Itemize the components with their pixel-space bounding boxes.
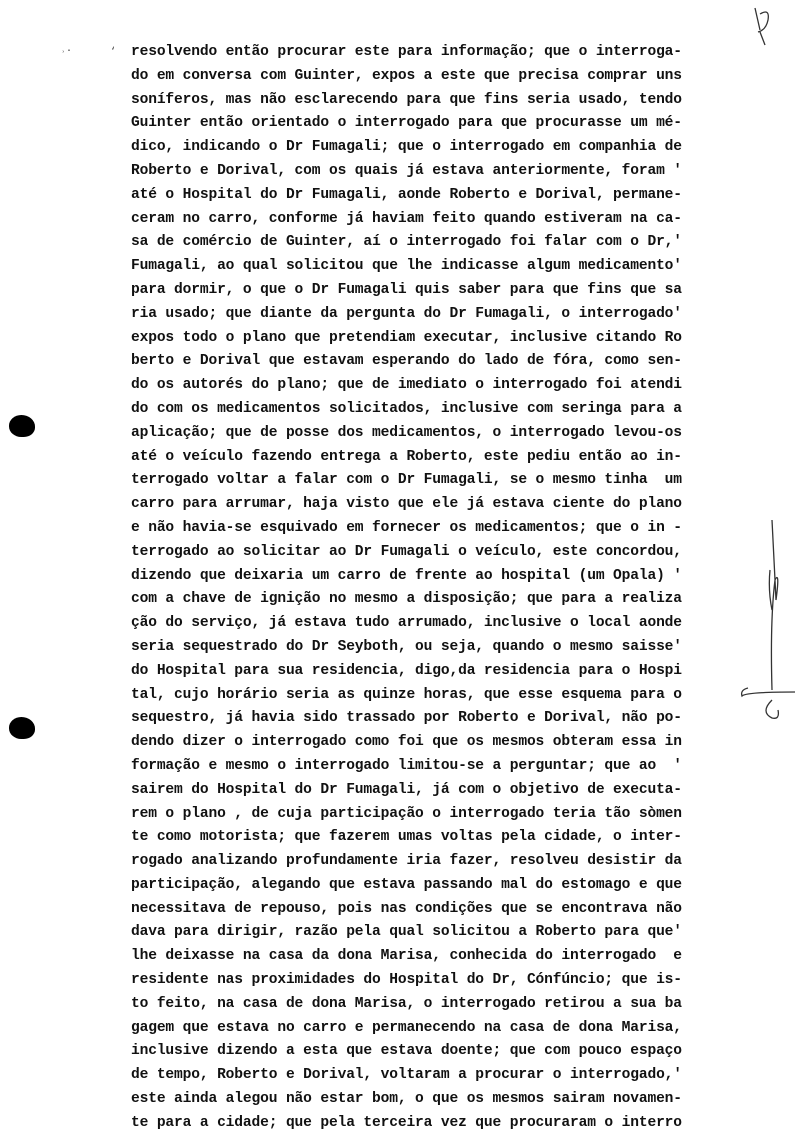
text-line: do em conversa com Guinter, expos a este que precisa comprar uns <box>131 67 682 84</box>
text-line: aplicação; que de posse dos medicamentos, o interrogado levou-os <box>131 424 682 441</box>
text-line: este ainda alegou não estar bom, o que os mesmos sairam novamen- <box>131 1091 682 1108</box>
text-line: do com os medicamentos solicitados, inclusive com seringa para a <box>131 400 682 417</box>
margin-speck: ˒· <box>60 46 73 57</box>
text-line: e não havia-se esquivado em fornecer os medicamentos; que o in - <box>131 519 682 536</box>
text-line: berto e Dorival que estavam esperando do lado de fóra, como sen- <box>131 353 682 370</box>
text-line: te como motorista; que fazerem umas voltas pela cidade, o inter- <box>131 829 682 846</box>
text-line: de tempo, Roberto e Dorival, voltaram a procurar o interrogado,' <box>131 1067 682 1084</box>
text-line: Roberto e Dorival, com os quais já estava anteriormente, foram ' <box>131 162 682 179</box>
text-line: ria usado; que diante da pergunta do Dr Fumagali, o interrogado' <box>131 305 682 322</box>
text-line: seria sequestrado do Dr Seyboth, ou seja, quando o mesmo saisse' <box>131 638 682 655</box>
text-line: gagem que estava no carro e permanecendo na casa de dona Marisa, <box>131 1019 682 1036</box>
text-line: rogado analizando profundamente iria fazer, resolveu desistir da <box>131 853 682 870</box>
text-line: sequestro, já havia sido trassado por Roberto e Dorival, não po- <box>131 710 682 727</box>
text-line: do os autorés do plano; que de imediato o interrogado foi atendi <box>131 377 682 394</box>
text-line: sa de comércio de Guinter, aí o interrogado foi falar com o Dr,' <box>131 234 682 251</box>
text-line: terrogado voltar a falar com o Dr Fumagali, se o mesmo tinha um <box>131 472 682 489</box>
typewritten-body <box>131 41 791 1136</box>
text-line: inclusive dizendo a esta que estava doente; que com pouco espaço <box>131 1043 682 1060</box>
punch-hole <box>9 717 35 739</box>
text-line: te para a cidade; que pela terceira vez que procuraram o interro <box>131 1114 682 1131</box>
text-line: Fumagali, ao qual solicitou que lhe indicasse algum medicamento' <box>131 258 682 275</box>
text-line: terrogado ao solicitar ao Dr Fumagali o veículo, este concordou, <box>131 543 682 560</box>
text-line: formação e mesmo o interrogado limitou-se a perguntar; que ao ' <box>131 757 682 774</box>
text-line: com a chave de ignição no mesmo a disposição; que para a realiza <box>131 591 682 608</box>
text-line: resolvendo então procurar este para informação; que o interroga- <box>131 44 682 60</box>
text-line: necessitava de repouso, pois nas condições que se encontrava não <box>131 900 682 917</box>
text-line: do Hospital para sua residencia, digo,da residencia para o Hospi <box>131 662 682 679</box>
text-line: dendo dizer o interrogado como foi que os mesmos obteram essa in <box>131 734 682 751</box>
text-line: dava para dirigir, razão pela qual solicitou a Roberto para que' <box>131 924 682 941</box>
text-line: até o Hospital do Dr Fumagali, aonde Roberto e Dorival, permane- <box>131 186 682 203</box>
text-line: para dormir, o que o Dr Fumagali quis saber para que fins que sa <box>131 281 682 298</box>
punch-hole <box>9 415 35 437</box>
text-line: tal, cujo horário seria as quinze horas, que esse esquema para o <box>131 686 682 703</box>
handwritten-page-number <box>755 8 768 45</box>
text-line: lhe deixasse na casa da dona Marisa, conhecida do interrogado e <box>131 948 682 965</box>
text-line: rem o plano , de cuja participação o interrogado teria tão sòmen <box>131 805 682 822</box>
text-line: carro para arrumar, haja visto que ele já estava ciente do plano <box>131 496 682 513</box>
text-line: soníferos, mas não esclarecendo para que fins seria usado, tendo <box>131 91 682 108</box>
text-line: até o veículo fazendo entrega a Roberto, este pediu então ao in- <box>131 448 682 465</box>
text-line: residente nas proximidades do Hospital do Dr, Cónfúncio; que is- <box>131 972 682 989</box>
text-line: ção do serviço, já estava tudo arrumado, inclusive o local aonde <box>131 615 682 632</box>
text-line: dizendo que deixaria um carro de frente ao hospital (um Opala) ' <box>131 567 682 584</box>
text-line: Guinter então orientado o interrogado para que procurasse um mé- <box>131 115 682 132</box>
text-line: to feito, na casa de dona Marisa, o interrogado retirou a sua ba <box>131 995 682 1012</box>
text-line: ceram no carro, conforme já haviam feito quando estiveram na ca- <box>131 210 682 227</box>
margin-speck: ‘ <box>110 47 117 58</box>
text-line: participação, alegando que estava passando mal do estomago e que <box>131 876 682 893</box>
text-line: dico, indicando o Dr Fumagali; que o interrogado em companhia de <box>131 139 682 156</box>
text-line: sairem do Hospital do Dr Fumagali, já com o objetivo de executa- <box>131 781 682 798</box>
text-line: expos todo o plano que pretendiam executar, inclusive citando Ro <box>131 329 682 346</box>
